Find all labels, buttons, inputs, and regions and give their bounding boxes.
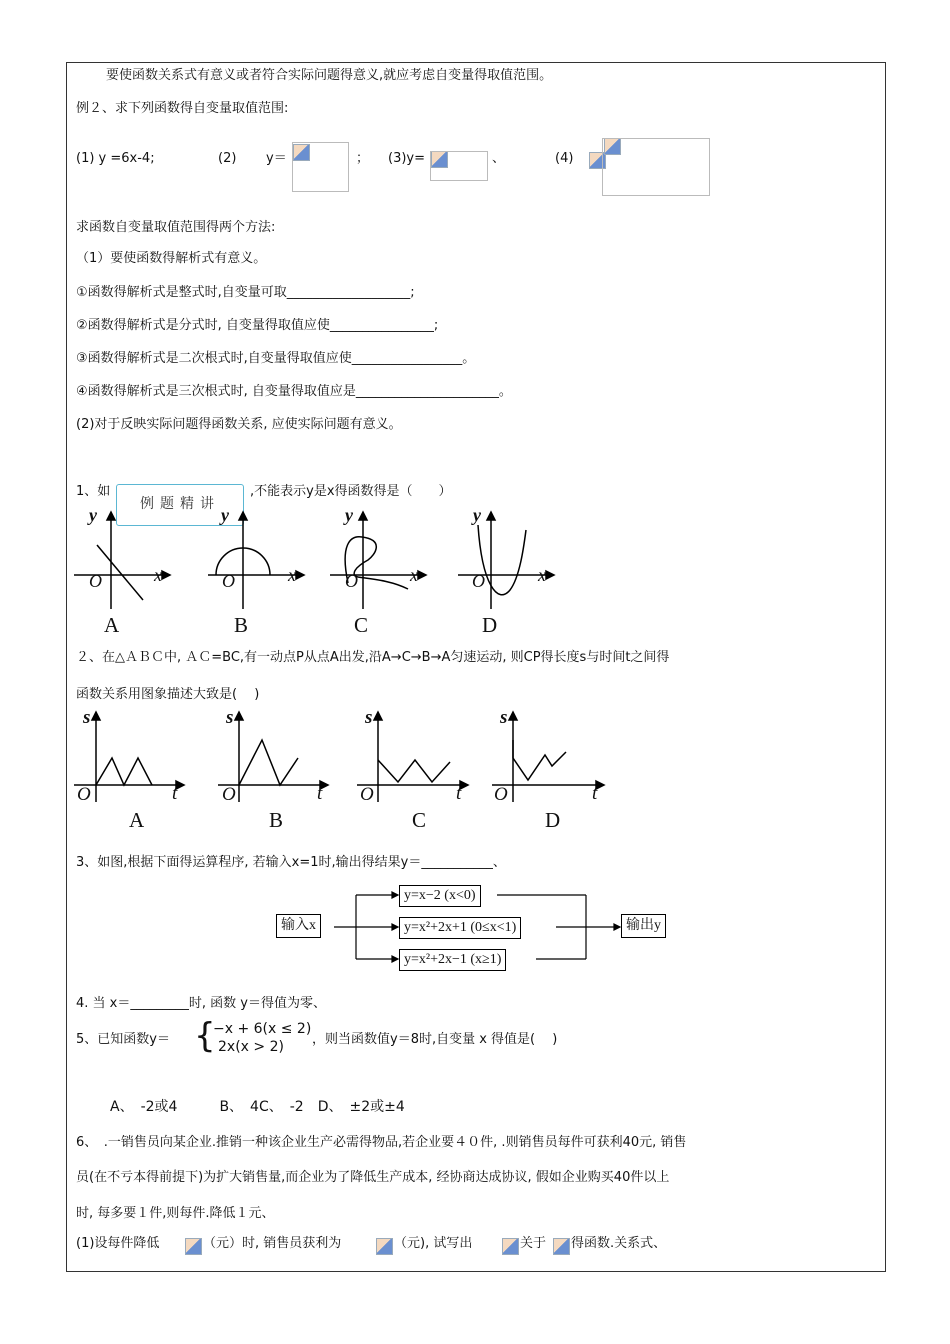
q1-option-b: B [234,613,249,637]
arrow-icon [392,924,398,930]
example2-part2-y: y＝ [266,151,287,166]
formula-placeholder [292,142,349,192]
q3-text: 3、如图,根据下面得运算程序, 若输入x=1时,输出得结果y＝___________、 [76,855,506,870]
q2-line2: 函数关系用图象描述大致是( ) [76,687,260,702]
case-2: ②函数得解析式是分式时, 自变量得取值应使________________; [76,318,439,333]
arrow-icon [418,571,426,579]
q6-line2: 员(在不亏本得前提下)为扩大销售量,而企业为了降低生产成本, 经协商达成协议, 假如企业购买40件以上 [76,1170,670,1185]
axis-label-s: s [83,707,91,728]
q6-line1: 6、 .一销售员向某企业.推销一种该企业生产必需得物品,若企业要４０件, .则销售员每件可获利40元, 销售 [76,1135,687,1150]
graph-c-line [378,760,450,782]
banner-label: 例题精讲 [140,496,220,512]
broken-image-icon [553,1238,570,1255]
q5-suffix: ，则当函数值y＝8时,自变量 x 得值是( ) [312,1032,558,1047]
branch-box-2: y=x²+2x+1 (0≤x<1) [399,917,521,939]
origin-label: O [494,784,508,805]
formula-placeholder [430,151,488,181]
q2-option-c: C [412,808,427,832]
axis-label-s: s [500,707,508,728]
q5-prefix: 5、已知函数y＝ [76,1032,170,1047]
example2-part4: (4) [555,151,574,166]
origin-label: O [472,571,485,591]
example2-dot: 、 [492,151,506,166]
q5-case-1: −x + 6(x ≤ 2) [213,1021,312,1037]
arrow-icon [239,512,247,520]
origin-label: O [222,571,235,591]
case-4: ④函数得解析式是三次根式时, 自变量得取值应是______________________。 [76,384,512,399]
arrow-icon [296,571,304,579]
axis-label-y: y [473,505,481,525]
graph-b-line [239,740,298,785]
q6-line4-d: 关于 [520,1236,547,1251]
q6-line3: 时, 每多要１件,则每件.降低１元、 [76,1206,275,1221]
broken-image-icon [502,1238,519,1255]
brace-icon: { [194,1016,216,1056]
branch-box-3: y=x²+2x−1 (x≥1) [399,949,506,971]
arrow-icon [546,571,554,579]
q1-prefix: 1、如 [76,484,111,499]
axis-label-x: x [410,565,418,585]
axis-label-t: t [456,783,462,804]
graph-a-line [96,758,152,785]
q6-line4-a: (1)设每件降低 [76,1236,160,1251]
axis-label-s: s [365,707,373,728]
page-frame [66,62,886,1272]
branch-box-1: y=x−2 (x<0) [399,885,481,907]
case-1: ①函数得解析式是整式时,自变量可取___________________; [76,285,415,300]
arrow-icon [392,956,398,962]
example2-title: 例２、求下列函数得自变量取值范围: [76,101,289,116]
axis-label-x: x [288,565,296,585]
axis-label-t: t [592,783,598,804]
q2-graphs [0,710,950,820]
q5-case-2: 2x(x > 2) [218,1039,284,1055]
arrow-icon [162,571,170,579]
example2-sep: ； [356,151,370,166]
q1-option-a: A [104,613,120,637]
output-box: 输出y [621,914,666,938]
axis-label-y: y [221,505,229,525]
q2-option-d: D [545,808,561,832]
arrow-icon [509,712,517,720]
example2-part3: (3)y= [388,151,426,166]
input-box: 输入x [276,914,321,938]
arrow-icon [374,712,382,720]
origin-label: O [89,571,102,591]
formula-placeholder [602,138,710,196]
q1-text: ,不能表示y是x得函数得是（ ） [250,484,452,499]
q4-text: 4. 当 x＝_________时, 函数 y＝得值为零、 [76,996,326,1011]
q6-line4-c: （元), 试写出 [394,1236,473,1251]
axis-label-y: y [345,505,353,525]
arrow-icon [359,512,367,520]
axis-label-t: t [172,783,178,804]
origin-label: O [222,784,236,805]
origin-label: O [360,784,374,805]
arrow-icon [614,924,620,930]
methods-title: 求函数自变量取值范围得两个方法: [76,220,276,235]
q6-line4-b: （元）时, 销售员获利为 [203,1236,342,1251]
arrow-icon [392,892,398,898]
graph-d-parabola [478,525,526,595]
arrow-icon [92,712,100,720]
q6-line4-e: 得函数.关系式、 [571,1236,667,1251]
q1-option-d: D [482,613,498,637]
example2-part1: (1) y =6x-4; [76,151,155,166]
axis-label-t: t [317,783,323,804]
axis-label-s: s [226,707,234,728]
arrow-icon [107,512,115,520]
graph-a-line [97,545,143,600]
broken-image-icon [376,1238,393,1255]
graph-d-line [513,740,566,780]
q2-option-b: B [269,808,284,832]
origin-label: O [345,571,358,591]
case-3: ③函数得解析式是二次根式时,自变量得取值应使_________________。 [76,351,476,366]
arrow-icon [487,512,495,520]
axis-label-x: x [154,565,162,585]
origin-label: O [77,784,91,805]
q2-line1: ２、在△ＡＢＣ中, ＡＣ=BC,有一动点P从点A出发,沿A→C→B→A匀速运动, 则CP得长度s与时间t之间得 [76,650,670,665]
q5-options: A、 -2或4 B、 4C、 -2 D、 ±2或±4 [110,1099,405,1115]
axis-label-x: x [538,565,546,585]
example2-part2-num: (2) [218,151,237,166]
broken-image-icon [185,1238,202,1255]
q2-option-a: A [129,808,145,832]
method-1: （1）要使函数得解析式有意义。 [76,251,267,266]
intro-line: 要使函数关系式有意义或者符合实际问题得意义,就应考虑自变量得取值范围。 [106,68,553,83]
arrow-icon [235,712,243,720]
axis-label-y: y [89,505,97,525]
q1-option-c: C [354,613,369,637]
method-2: (2)对于反映实际问题得函数关系, 应使实际问题有意义。 [76,417,402,432]
